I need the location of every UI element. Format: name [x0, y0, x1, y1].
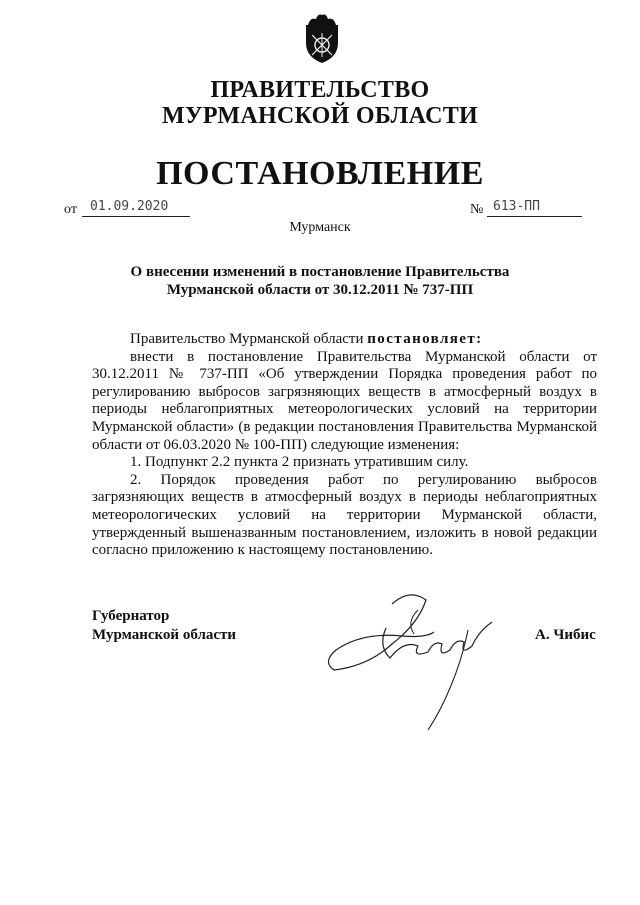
organization-title-line2: МУРМАНСКОЙ ОБЛАСТИ — [162, 103, 478, 129]
signatory-name: А. Чибис — [535, 627, 596, 643]
list-item: 1. Подпункт 2.2 пункта 2 признать утратившим силу. — [130, 454, 469, 471]
signatory-title-line1: Губернатор — [92, 608, 170, 624]
subject-line1: О внесении изменений в постановление Правительства — [130, 264, 510, 280]
number-underline — [487, 216, 582, 217]
signatory-title — [92, 607, 236, 645]
list-item: 2. Порядок проведения работ по регулированию выбросов загрязняющих веществ в атмосферный воздух в периоды неблагоприятных метеорологических условий на территории Мурманской области, утвержденный вышеназванным постановлением, изложить в новой редакции согласно приложению к настоящему постановлению. — [92, 471, 597, 559]
decree-word: постановляет: — [367, 331, 483, 347]
document-type: ПОСТАНОВЛЕНИЕ — [156, 155, 484, 192]
main-paragraph: внести в постановление Правительства Мурманской области от 30.12.2011 № 737-ПП «Об утверждении Порядка проведения работ по регулированию выбросов загрязняющих веществ в атмосферный воздух в периоды неблагоприятных метеорологических условий на территории Мурманской области» (в редакции постановления Правительства Мурманской области от 06.03.2020 № 100-ПП) следующие изменения: — [92, 348, 597, 453]
document-date: 01.09.2020 — [90, 199, 169, 214]
coat-of-arms-icon — [300, 11, 344, 65]
organization-title — [0, 77, 640, 129]
handwritten-signature-icon — [322, 580, 512, 740]
organization-title-line1: ПРАВИТЕЛЬСТВО — [210, 77, 430, 103]
document-subject — [80, 263, 560, 299]
number-prefix: № — [470, 202, 484, 217]
date-prefix: от — [64, 202, 77, 217]
intro-text: Правительство Мурманской области — [130, 331, 364, 347]
document-body — [92, 331, 597, 560]
city: Мурманск — [289, 220, 351, 235]
date-underline — [82, 216, 190, 217]
subject-line2: Мурманской области от 30.12.2011 № 737-ПП — [166, 282, 474, 298]
intro-paragraph — [92, 331, 597, 349]
signatory-title-line2: Мурманской области — [92, 627, 237, 643]
document-number: 613-ПП — [493, 199, 540, 214]
